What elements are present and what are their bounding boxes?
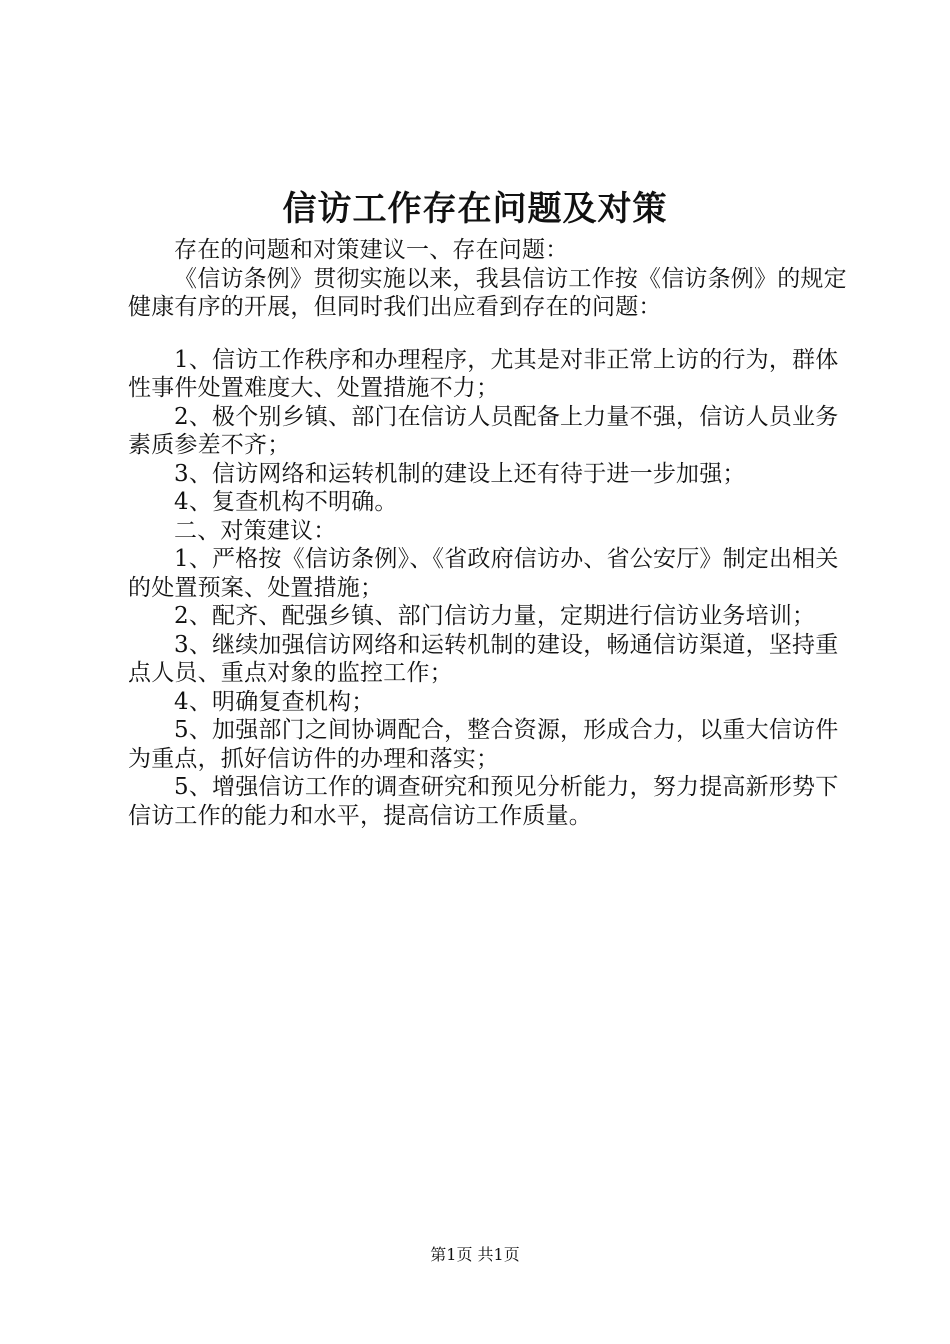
- suggestion-item-2: 2、配齐、配强乡镇、部门信访力量，定期进行信访业务培训；: [174, 603, 816, 629]
- problem-item-1: 1、信访工作秩序和办理程序，尤其是对非正常上访的行为，群体性事件处置难度大、处置措施不力；: [128, 346, 839, 401]
- suggestion-item-4: 4、明确复查机构；: [174, 688, 375, 715]
- paragraph-gap: [128, 322, 852, 346]
- problem-item-3: 3、信访网络和运转机制的建设上还有待于进一步加强；: [174, 460, 746, 487]
- document-body: [128, 236, 852, 830]
- suggestion-item-1: 1、严格按《信访条例》、《省政府信访办、省公安厅》制定出相关的处置预案、处置措施；: [128, 546, 839, 601]
- problem-item-2: 2、极个别乡镇、部门在信访人员配备上力量不强，信访人员业务素质参差不齐；: [128, 403, 839, 458]
- background-paragraph: 《信访条例》贯彻实施以来，我县信访工作按《信访条例》的规定健康有序的开展，但同时我们出应看到存在的问题：: [128, 265, 847, 320]
- suggestion-item-5b: 5、增强信访工作的调查研究和预见分析能力，努力提高新形势下信访工作的能力和水平，提高信访工作质量。: [128, 774, 839, 829]
- suggestion-item-3: 3、继续加强信访网络和运转机制的建设，畅通信访渠道，坚持重点人员、重点对象的监控工作；: [128, 631, 839, 686]
- intro-paragraph: 存在的问题和对策建议一、存在问题：: [174, 237, 569, 263]
- page-footer: 第1页 共1页: [430, 1245, 520, 1264]
- suggestion-item-5a: 5、加强部门之间协调配合，整合资源，形成合力，以重大信访件为重点，抓好信访件的办理和落实；: [128, 717, 839, 772]
- problem-item-4: 4、复查机构不明确。: [174, 489, 398, 515]
- document-title: 信访工作存在问题及对策: [282, 189, 668, 229]
- section-heading-suggestions: 二、对策建议：: [174, 517, 337, 544]
